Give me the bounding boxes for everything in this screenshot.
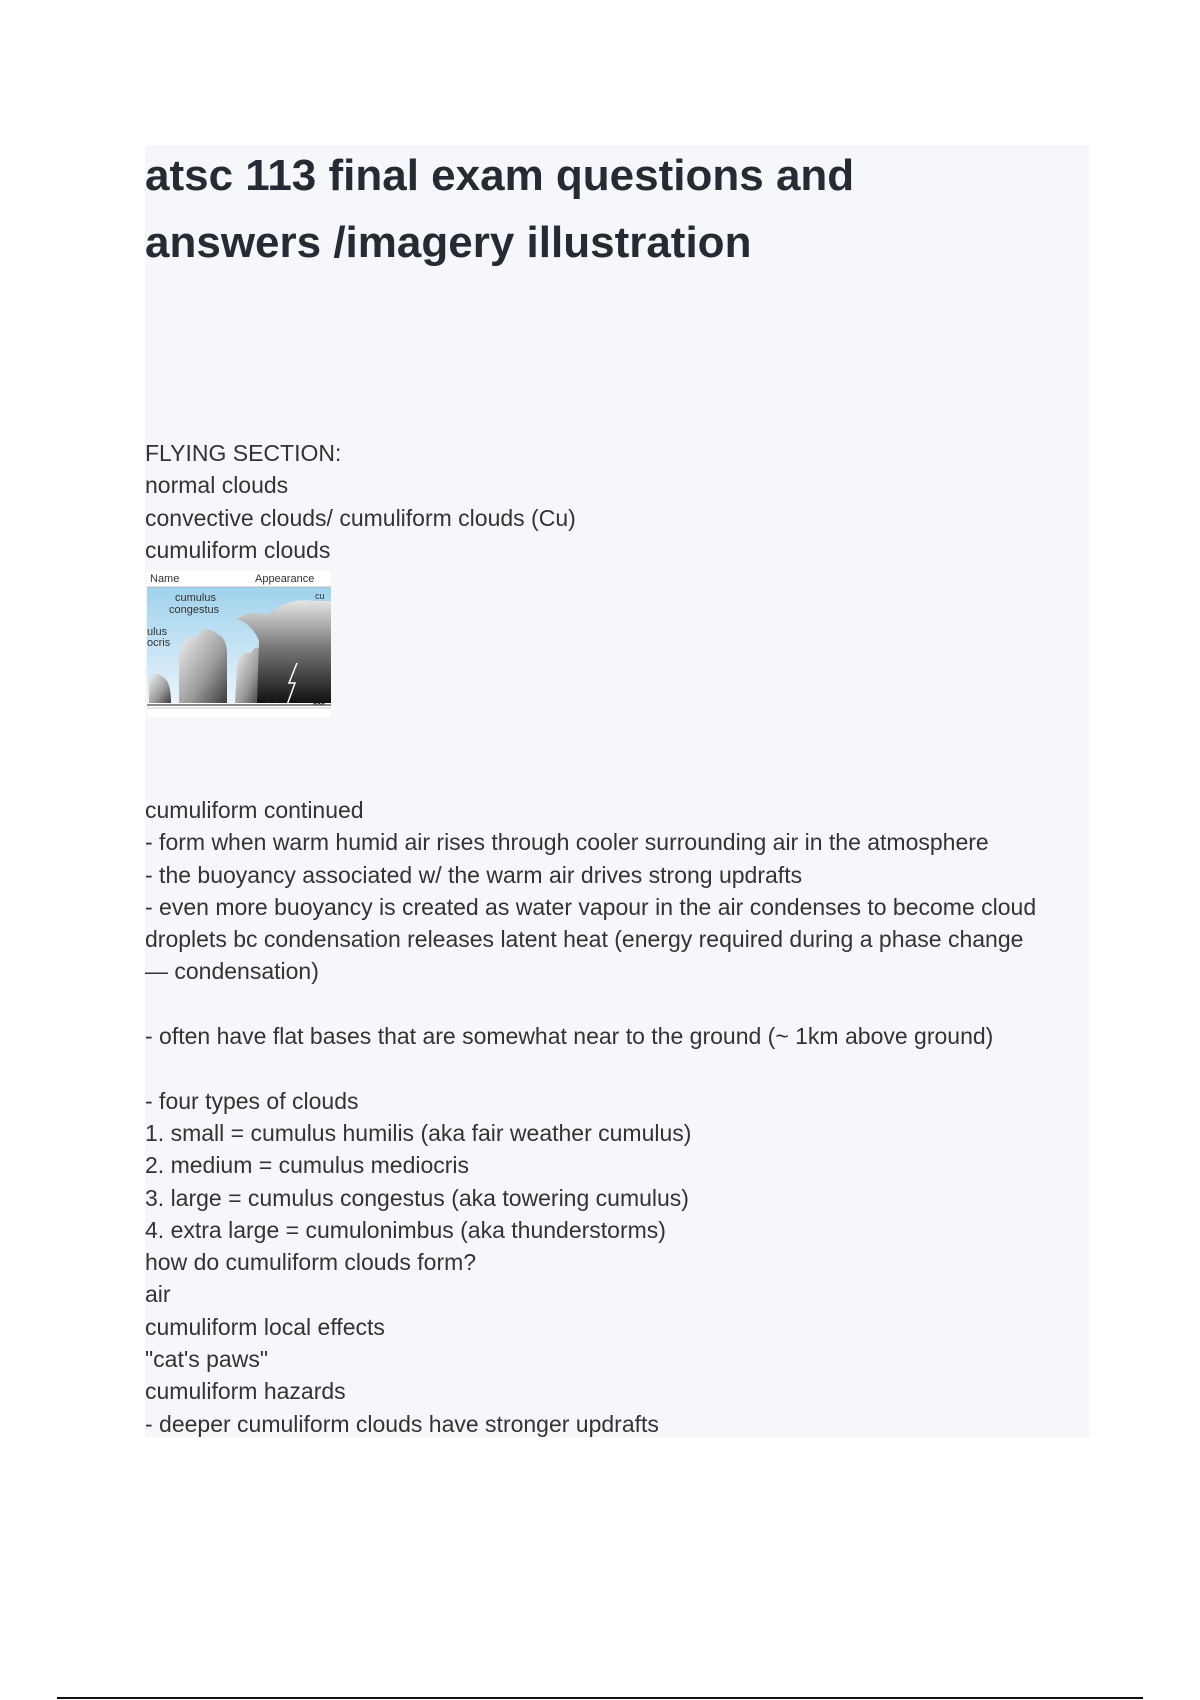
- figure-label-congestus: congestus: [169, 604, 220, 616]
- footer-divider: [57, 1697, 1143, 1699]
- cumulus-mediocris-shape: [179, 629, 227, 703]
- title-line-1: atsc 113 final exam questions and: [145, 151, 855, 200]
- figure-label-cumulus: cumulus: [175, 592, 216, 604]
- section-intro: [145, 437, 1095, 566]
- text-line: cumuliform clouds: [145, 536, 331, 563]
- figure-label-cu: cu: [315, 591, 325, 601]
- figure-label-mediocris: ocris: [147, 637, 171, 649]
- document-title: [145, 142, 1045, 276]
- list-item: 1. small = cumulus humilis (aka fair weather cumulus): [145, 1119, 692, 1146]
- text-line: normal clouds: [145, 472, 289, 499]
- text-line: - form when warm humid air rises through cooler surrounding air in the atmosphere: [145, 829, 989, 856]
- section-heading: FLYING SECTION:: [145, 440, 342, 466]
- list-item: 4. extra large = cumulonimbus (aka thunderstorms): [145, 1216, 666, 1243]
- text-line: how do cumuliform clouds form?: [145, 1249, 477, 1276]
- text-line: - deeper cumuliform clouds have stronger updrafts: [145, 1410, 659, 1437]
- figure-column-name: Name: [150, 573, 180, 585]
- text-line: - even more buoyancy is created as water vapour in the air condenses to become cloud: [145, 893, 1037, 920]
- cumuliform-clouds-figure: [147, 571, 331, 717]
- text-line: - the buoyancy associated w/ the warm air drives strong updrafts: [145, 861, 803, 888]
- figure-column-appearance: Appearance: [255, 573, 315, 585]
- list-item: 2. medium = cumulus mediocris: [145, 1152, 470, 1179]
- text-line: — condensation): [145, 958, 319, 985]
- text-line: - often have flat bases that are somewhat near to the ground (~ 1km above ground): [145, 1023, 994, 1050]
- text-line: "cat's paws": [145, 1346, 268, 1373]
- figure-label-humilis: ulus: [147, 626, 168, 638]
- text-line: cumuliform local effects: [145, 1313, 385, 1340]
- text-line: convective clouds/ cumuliform clouds (Cu): [145, 504, 576, 531]
- text-line: air: [145, 1281, 171, 1308]
- blank-line: [145, 988, 1095, 1020]
- text-line: cumuliform hazards: [145, 1378, 346, 1405]
- blank-line: [145, 1052, 1095, 1084]
- body-text: [145, 794, 1095, 1440]
- title-line-2: answers /imagery illustration: [145, 218, 752, 267]
- subheading: cumuliform continued: [145, 797, 364, 823]
- text-line: droplets bc condensation releases latent heat (energy required during a phase change: [145, 926, 1024, 953]
- text-line: - four types of clouds: [145, 1087, 359, 1114]
- list-item: 3. large = cumulus congestus (aka towering cumulus): [145, 1184, 689, 1211]
